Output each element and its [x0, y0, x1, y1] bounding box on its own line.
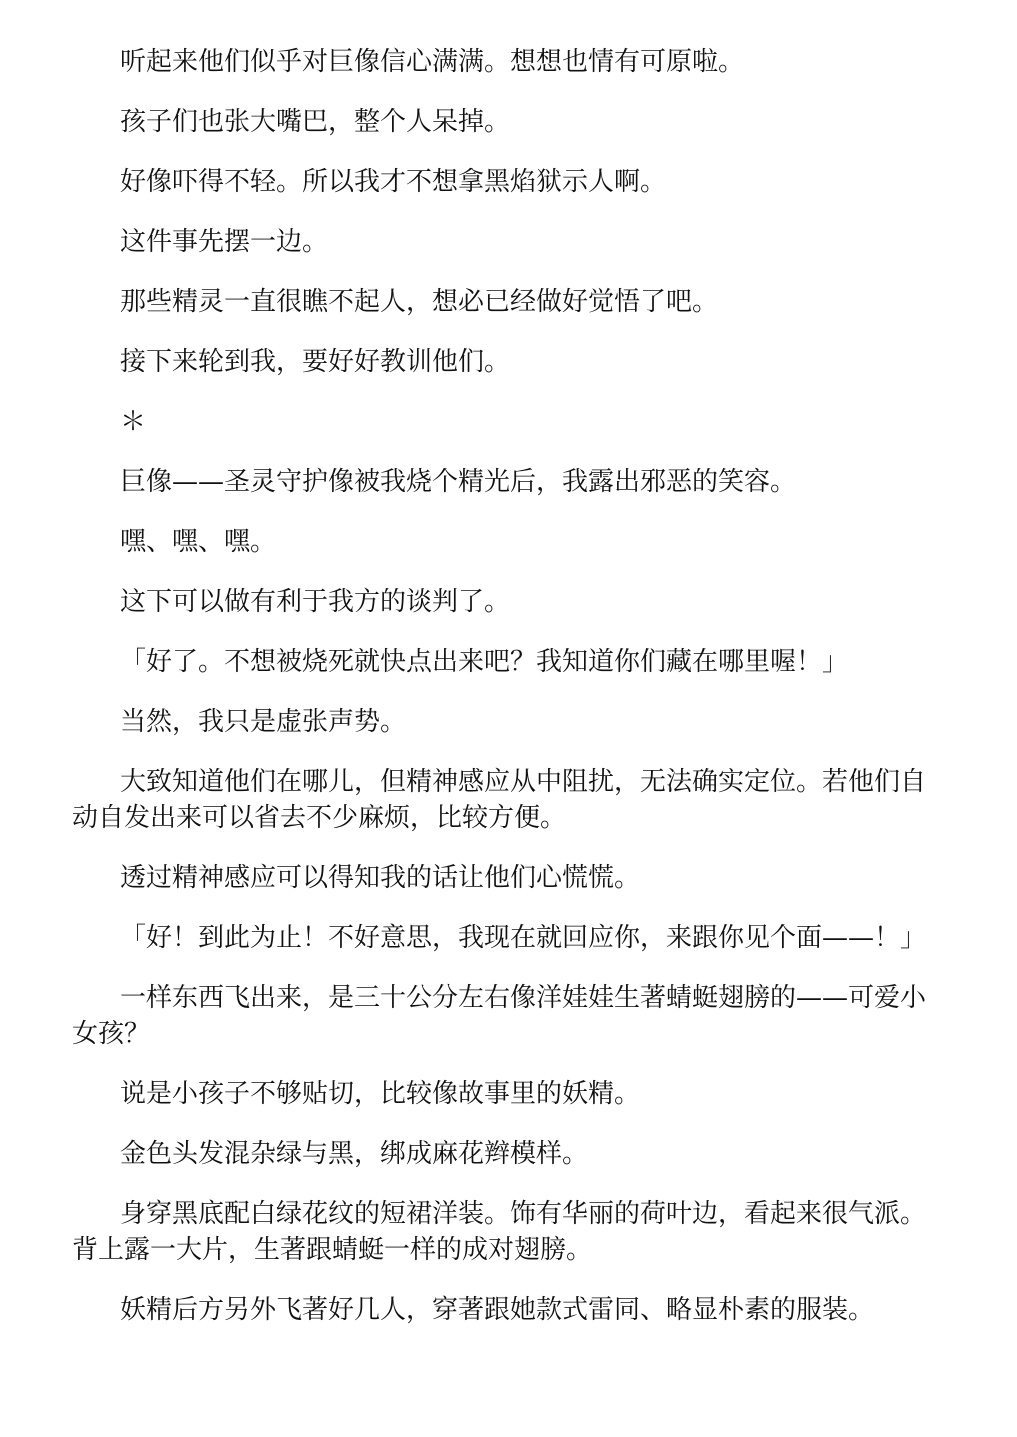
paragraph: 这下可以做有利于我方的谈判了。	[120, 587, 511, 617]
paragraph: 那些精灵一直很瞧不起人，想必已经做好觉悟了吧。	[120, 287, 719, 317]
paragraph: 金色头发混杂绿与黑，绑成麻花辫模样。	[120, 1139, 589, 1169]
document-body	[72, 44, 950, 1352]
paragraph: 这件事先摆一边。	[120, 227, 329, 257]
dialogue-paragraph: 「好了。不想被烧死就快点出来吧？我知道你们藏在哪里喔！」	[120, 647, 849, 677]
paragraph: 一样东西飞出来，是三十公分左右像洋娃娃生著蜻蜓翅膀的——可爱小女孩？	[72, 983, 927, 1049]
dialogue-paragraph: 「好！到此为止！不好意思，我现在就回应你，来跟你见个面——！」	[120, 923, 927, 953]
paragraph: 孩子们也张大嘴巴，整个人呆掉。	[120, 107, 511, 137]
paragraph: 说是小孩子不够贴切，比较像故事里的妖精。	[120, 1079, 641, 1109]
paragraph: 接下来轮到我，要好好教训他们。	[120, 347, 511, 377]
paragraph: 巨像——圣灵守护像被我烧个精光后，我露出邪恶的笑容。	[120, 467, 797, 497]
paragraph: 妖精后方另外飞著好几人，穿著跟她款式雷同、略显朴素的服装。	[120, 1295, 875, 1325]
paragraph: 当然，我只是虚张声势。	[120, 707, 407, 737]
paragraph: 透过精神感应可以得知我的话让他们心慌慌。	[120, 863, 641, 893]
paragraph: 好像吓得不轻。所以我才不想拿黑焰狱示人啊。	[120, 167, 667, 197]
paragraph: 身穿黑底配白绿花纹的短裙洋装。饰有华丽的荷叶边，看起来很气派。背上露一大片，生著跟蜻蜓一样的成对翅膀。	[72, 1199, 927, 1265]
paragraph: 嘿、嘿、嘿。	[120, 527, 277, 557]
scene-break: ＊	[120, 407, 147, 437]
paragraph: 大致知道他们在哪儿，但精神感应从中阻扰，无法确实定位。若他们自动自发出来可以省去不少麻烦，比较方便。	[72, 767, 927, 833]
paragraph: 听起来他们似乎对巨像信心满满。想想也情有可原啦。	[120, 47, 745, 77]
